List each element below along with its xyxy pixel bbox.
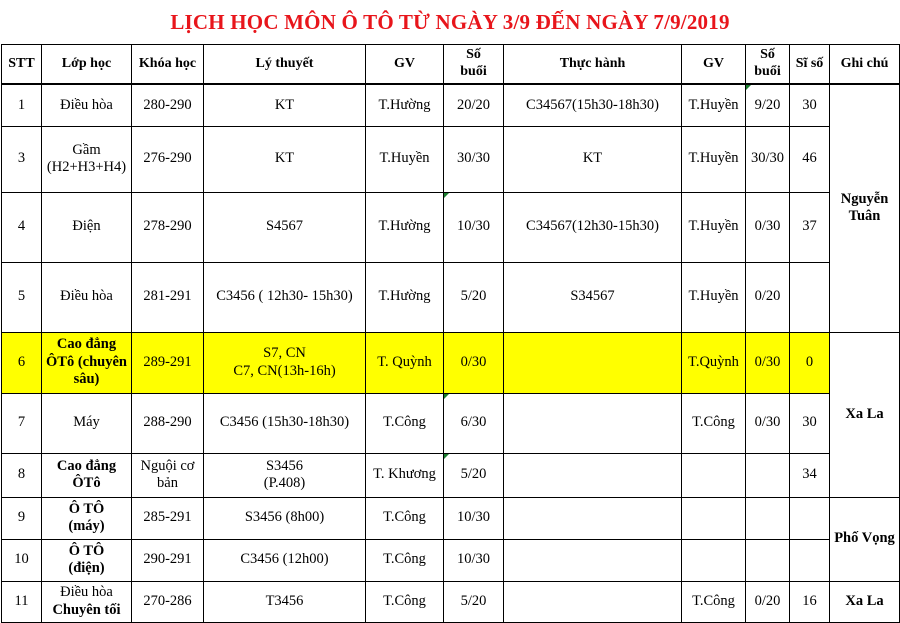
- cell-lop-line1: Cao đẳng: [56, 457, 117, 474]
- cell-ly-thuyet: S4567: [204, 192, 366, 262]
- cell-stt: 5: [2, 262, 42, 332]
- cell-khoa-hoc: [132, 453, 204, 497]
- cell-ly-thuyet: C3456 ( 12h30- 15h30): [204, 262, 366, 332]
- cell-thuc-hanh: C34567(15h30-18h30): [504, 84, 682, 126]
- cell-khoa-line1: Nguội cơ: [140, 457, 195, 474]
- cell-so-buoi: 0/20: [746, 581, 790, 622]
- cell-lop-hoc: [42, 453, 132, 497]
- cell-si-so: 0: [790, 332, 830, 393]
- cell-gv: T. Quỳnh: [366, 332, 444, 393]
- header-so-buoi-thuc-hanh: [746, 45, 790, 85]
- cell-ly-thuyet: T3456: [204, 581, 366, 622]
- cell-gv: T.Quỳnh: [682, 332, 746, 393]
- cell-si-so: 34: [790, 453, 830, 497]
- cell-lop-hoc: [42, 126, 132, 192]
- cell-lop-hoc: [42, 539, 132, 581]
- header-lop-hoc: Lớp học: [42, 45, 132, 85]
- cell-lop-hoc: [42, 497, 132, 539]
- cell-gv: T.Công: [682, 581, 746, 622]
- cell-lop-hoc: [42, 192, 132, 262]
- cell-so-buoi: 0/20: [746, 262, 790, 332]
- cell-si-so: 30: [790, 393, 830, 453]
- cell-lt-line2: C7, CN(13h-16h): [233, 362, 336, 379]
- cell-ly-thuyet: [204, 332, 366, 393]
- cell-stt: 9: [2, 497, 42, 539]
- schedule-table: [1, 44, 900, 623]
- cell-khoa-hoc: 281-291: [132, 262, 204, 332]
- cell-stt: 7: [2, 393, 42, 453]
- header-ghi-chu: Ghi chú: [830, 45, 900, 85]
- cell-stt: 11: [2, 581, 42, 622]
- table-row: [2, 126, 900, 192]
- cell-lop-line2: (điện): [68, 560, 105, 576]
- cell-stt: 4: [2, 192, 42, 262]
- cell-ly-thuyet: C3456 (15h30-18h30): [204, 393, 366, 453]
- note-pho-vong: Phố Vọng: [830, 497, 900, 581]
- header-gv-ly-thuyet: GV: [366, 45, 444, 85]
- cell-si-so: 37: [790, 192, 830, 262]
- cell-gv: T.Huyền: [682, 192, 746, 262]
- cell-gv: T.Hường: [366, 262, 444, 332]
- cell-so-buoi: 30/30: [746, 126, 790, 192]
- cell-thuc-hanh: [504, 497, 682, 539]
- cell-gv: T.Hường: [366, 84, 444, 126]
- cell-so-buoi: 6/30: [444, 393, 504, 453]
- cell-lop-hoc: [42, 581, 132, 622]
- cell-lop-line2: (máy): [68, 518, 105, 534]
- cell-so-buoi: [746, 497, 790, 539]
- table-row: [2, 453, 900, 497]
- table-row: [2, 497, 900, 539]
- cell-lop-line1: Điện: [72, 218, 101, 235]
- cell-stt: 1: [2, 84, 42, 126]
- cell-so-buoi: [746, 453, 790, 497]
- page-title: LỊCH HỌC MÔN Ô TÔ TỪ NGÀY 3/9 ĐẾN NGÀY 7/9/2019: [170, 10, 730, 34]
- cell-lop-line1: Cao đẳng: [56, 336, 117, 353]
- cell-lop-line1: Ô TÔ: [68, 500, 105, 517]
- cell-lop-line1: Điều hòa: [60, 288, 113, 305]
- note-line1: Nguyễn: [840, 190, 889, 207]
- cell-gv: T.Hường: [366, 192, 444, 262]
- header-thuc-hanh: Thực hành: [504, 45, 682, 85]
- cell-lop-line1: Máy: [73, 414, 100, 431]
- cell-lop-line1: Điều hòa: [60, 96, 113, 113]
- cell-lop-line2: ÔTô: [72, 475, 101, 491]
- cell-ly-thuyet: C3456 (12h00): [204, 539, 366, 581]
- cell-khoa-hoc: 285-291: [132, 497, 204, 539]
- cell-khoa-hoc: 276-290: [132, 126, 204, 192]
- cell-lop-line1: Điều hòa: [60, 584, 113, 601]
- cell-so-buoi: 0/30: [444, 332, 504, 393]
- cell-so-buoi: 5/20: [444, 262, 504, 332]
- cell-gv: T.Huyền: [366, 126, 444, 192]
- cell-si-so: [790, 262, 830, 332]
- note-xa-la-2: Xa La: [830, 581, 900, 622]
- cell-lt-line2: (P.408): [263, 475, 306, 491]
- cell-lt-line1: S3456: [265, 457, 304, 474]
- header-so-buoi-line2: buổi: [754, 64, 781, 79]
- note-xa-la: Xa La: [830, 332, 900, 497]
- cell-thuc-hanh: [504, 453, 682, 497]
- table-row-highlighted: [2, 332, 900, 393]
- cell-thuc-hanh: [504, 581, 682, 622]
- cell-stt: 3: [2, 126, 42, 192]
- cell-si-so: [790, 497, 830, 539]
- cell-khoa-hoc: 278-290: [132, 192, 204, 262]
- cell-lop-line1: Ô TÔ: [68, 542, 105, 559]
- cell-thuc-hanh: [504, 393, 682, 453]
- header-si-so: Sĩ số: [790, 45, 830, 85]
- cell-thuc-hanh: KT: [504, 126, 682, 192]
- table-row: [2, 84, 900, 126]
- cell-lt-line1: S7, CN: [263, 345, 306, 362]
- table-row: [2, 581, 900, 622]
- cell-si-so: 30: [790, 84, 830, 126]
- cell-so-buoi: 20/20: [444, 84, 504, 126]
- cell-so-buoi: 5/20: [444, 581, 504, 622]
- header-so-buoi-line1: Số: [760, 47, 775, 63]
- cell-khoa-hoc: 289-291: [132, 332, 204, 393]
- cell-lop-line2: (H2+H3+H4): [46, 159, 127, 175]
- cell-gv: T.Huyền: [682, 84, 746, 126]
- cell-gv: T. Khương: [366, 453, 444, 497]
- cell-so-buoi: 0/30: [746, 332, 790, 393]
- cell-ly-thuyet: S3456 (8h00): [204, 497, 366, 539]
- cell-si-so: 46: [790, 126, 830, 192]
- cell-lop-line2: ÔTô (chuyên sâu): [46, 353, 127, 388]
- cell-so-buoi: 10/30: [444, 192, 504, 262]
- table-row: [2, 192, 900, 262]
- table-row: [2, 539, 900, 581]
- cell-gv: [682, 453, 746, 497]
- cell-so-buoi: 0/30: [746, 393, 790, 453]
- cell-ly-thuyet: KT: [204, 126, 366, 192]
- cell-gv: T.Công: [366, 393, 444, 453]
- cell-stt: 6: [2, 332, 42, 393]
- cell-si-so: [790, 539, 830, 581]
- cell-lop-hoc: [42, 262, 132, 332]
- cell-gv: T.Công: [366, 539, 444, 581]
- header-gv-thuc-hanh: GV: [682, 45, 746, 85]
- cell-lop-hoc: [42, 84, 132, 126]
- table-row: [2, 262, 900, 332]
- cell-khoa-hoc: 280-290: [132, 84, 204, 126]
- cell-gv: T.Công: [682, 393, 746, 453]
- cell-lop-line1: Gầm: [72, 141, 101, 158]
- cell-si-so: 16: [790, 581, 830, 622]
- cell-gv: T.Công: [366, 497, 444, 539]
- cell-khoa-hoc: 288-290: [132, 393, 204, 453]
- cell-thuc-hanh: [504, 332, 682, 393]
- cell-thuc-hanh: [504, 539, 682, 581]
- header-so-buoi-line2: buổi: [460, 64, 487, 79]
- note-line2: Tuân: [848, 208, 881, 225]
- cell-stt: 10: [2, 539, 42, 581]
- cell-gv: T.Huyền: [682, 126, 746, 192]
- cell-stt: 8: [2, 453, 42, 497]
- header-ly-thuyet: Lý thuyết: [204, 45, 366, 85]
- cell-ly-thuyet: [204, 453, 366, 497]
- cell-ly-thuyet: KT: [204, 84, 366, 126]
- cell-gv: T.Công: [366, 581, 444, 622]
- header-so-buoi-line1: Số: [466, 47, 481, 63]
- cell-lop-line2: Chuyên tối: [52, 601, 121, 618]
- cell-lop-hoc: [42, 393, 132, 453]
- table-row: [2, 393, 900, 453]
- cell-so-buoi: 9/20: [746, 84, 790, 126]
- cell-gv: T.Huyền: [682, 262, 746, 332]
- cell-so-buoi: [746, 539, 790, 581]
- cell-khoa-hoc: 290-291: [132, 539, 204, 581]
- cell-khoa-hoc: 270-286: [132, 581, 204, 622]
- cell-so-buoi: 0/30: [746, 192, 790, 262]
- header-row: [2, 45, 900, 85]
- cell-gv: [682, 497, 746, 539]
- cell-so-buoi: 10/30: [444, 539, 504, 581]
- header-khoa-hoc: Khóa học: [132, 45, 204, 85]
- cell-so-buoi: 5/20: [444, 453, 504, 497]
- cell-khoa-line2: bản: [157, 475, 178, 491]
- note-nguyen-tuan: [830, 84, 900, 332]
- cell-lop-hoc: [42, 332, 132, 393]
- cell-thuc-hanh: C34567(12h30-15h30): [504, 192, 682, 262]
- header-stt: STT: [2, 45, 42, 85]
- header-so-buoi-ly-thuyet: [444, 45, 504, 85]
- cell-so-buoi: 10/30: [444, 497, 504, 539]
- cell-so-buoi: 30/30: [444, 126, 504, 192]
- cell-thuc-hanh: S34567: [504, 262, 682, 332]
- cell-gv: [682, 539, 746, 581]
